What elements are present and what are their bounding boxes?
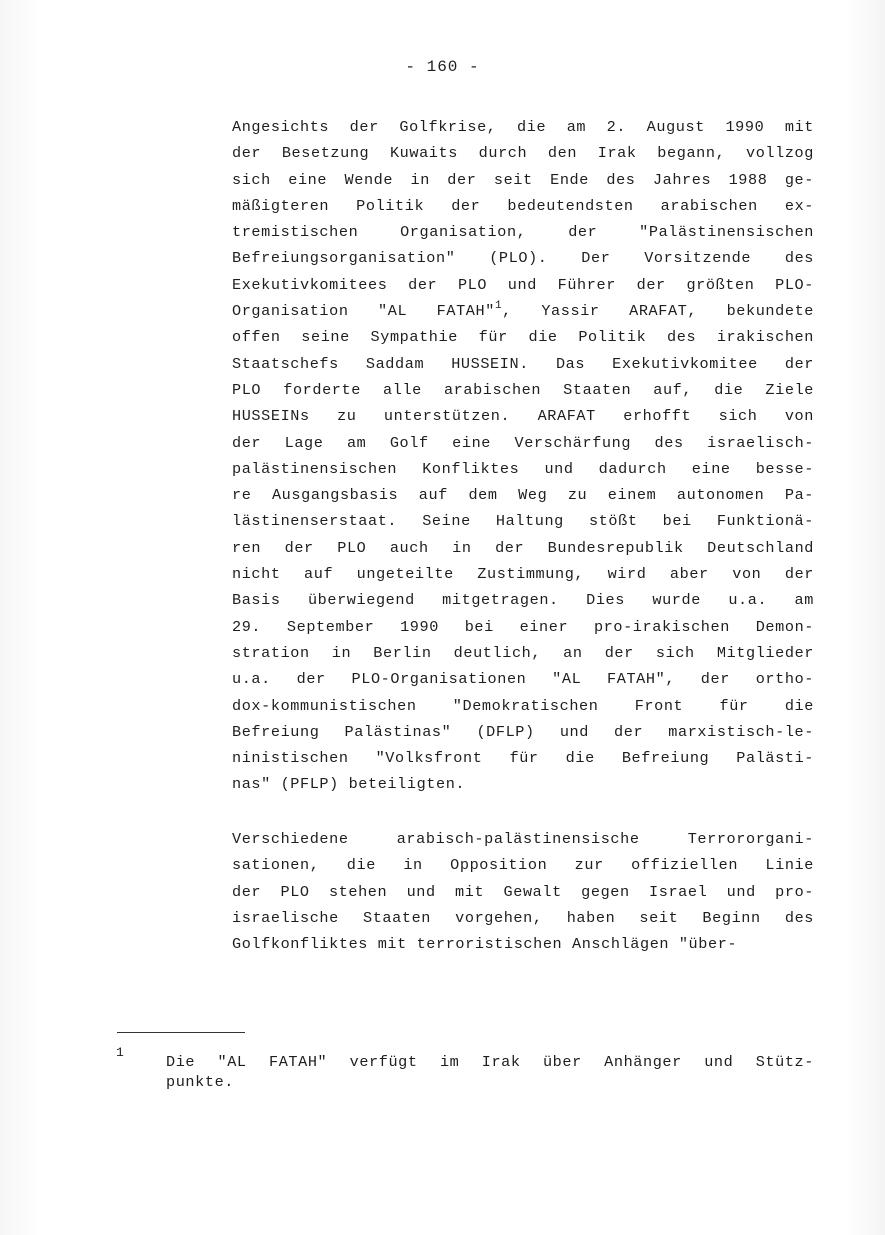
- text-line-with-footnote-ref: [232, 298, 814, 324]
- text-line: nicht auf ungeteilte Zustimmung, wird aber von der: [232, 565, 814, 584]
- text-line: u.a. der PLO-Organisationen "AL FATAH", der ortho-: [232, 670, 814, 689]
- footnote-line: Die "AL FATAH" verfügt im Irak über Anhänger und Stütz-: [166, 1053, 814, 1071]
- text-line: Verschiedene arabisch-palästinensische Terrororgani-: [232, 830, 814, 848]
- text-line: Basis überwiegend mitgetragen. Dies wurde u.a. am: [232, 591, 814, 610]
- text-line: sationen, die in Opposition zur offiziellen Linie: [232, 856, 814, 875]
- text-line: der Besetzung Kuwaits durch den Irak begann, vollzog: [232, 144, 814, 163]
- text-line: nas" (PFLP) beteiligten.: [232, 775, 466, 794]
- text-line: der PLO stehen und mit Gewalt gegen Israel und pro-: [232, 882, 814, 901]
- footnote-separator: [117, 1032, 245, 1033]
- text-line: HUSSEINs zu unterstützen. ARAFAT erhofft sich von: [232, 407, 814, 426]
- footnote-marker: 1: [116, 1045, 124, 1060]
- text-line: Befreiung Palästinas" (DFLP) und der marxistisch-le-: [232, 722, 814, 741]
- text-line: Golfkonfliktes mit terroristischen Anschlägen "über-: [232, 935, 738, 954]
- footnote-line: punkte.: [166, 1073, 234, 1091]
- text-line: ren der PLO auch in der Bundesrepublik Deutschland: [232, 538, 814, 557]
- text-line: mäßigteren Politik der bedeutendsten arabischen ex-: [232, 196, 814, 215]
- paragraph-2: [232, 826, 814, 957]
- paragraph-1: [232, 114, 814, 798]
- page-number: - 160 -: [405, 58, 480, 76]
- text-line: dox-kommunistischen "Demokratischen Front für die: [232, 696, 814, 715]
- text-line: Befreiungsorganisation" (PLO). Der Vorsitzende des: [232, 249, 814, 268]
- text-line: stration in Berlin deutlich, an der sich Mitglieder: [232, 643, 814, 662]
- text-line: Staatschefs Saddam HUSSEIN. Das Exekutivkomitee der: [232, 354, 814, 373]
- text-line: israelische Staaten vorgehen, haben seit Beginn des: [232, 908, 814, 927]
- text-segment: Organisation "AL FATAH": [232, 302, 495, 321]
- text-segment: , Yassir ARAFAT, bekundete: [502, 302, 814, 321]
- text-line: Exekutivkomitees der PLO und Führer der größten PLO-: [232, 275, 814, 294]
- text-line: Angesichts der Golfkrise, die am 2. August 1990 mit: [232, 118, 814, 136]
- text-line: re Ausgangsbasis auf dem Weg zu einem autonomen Pa-: [232, 486, 814, 505]
- text-line: ninistischen "Volksfront für die Befreiung Palästi-: [232, 749, 814, 768]
- footnote-reference[interactable]: 1: [494, 300, 503, 313]
- text-line: der Lage am Golf eine Verschärfung des israelisch-: [232, 433, 814, 452]
- text-line: sich eine Wende in der seit Ende des Jahres 1988 ge-: [232, 170, 814, 189]
- text-line: lästinenserstaat. Seine Haltung stößt bei Funktionä-: [232, 512, 814, 531]
- text-line: palästinensischen Konfliktes und dadurch eine besse-: [232, 459, 814, 478]
- text-line: tremistischen Organisation, der "Palästinensischen: [232, 223, 814, 242]
- text-line: offen seine Sympathie für die Politik des irakischen: [232, 328, 814, 347]
- text-line: 29. September 1990 bei einer pro-irakischen Demon-: [232, 617, 814, 636]
- footnote-text: [166, 1052, 814, 1092]
- text-line: PLO forderte alle arabischen Staaten auf, die Ziele: [232, 380, 814, 399]
